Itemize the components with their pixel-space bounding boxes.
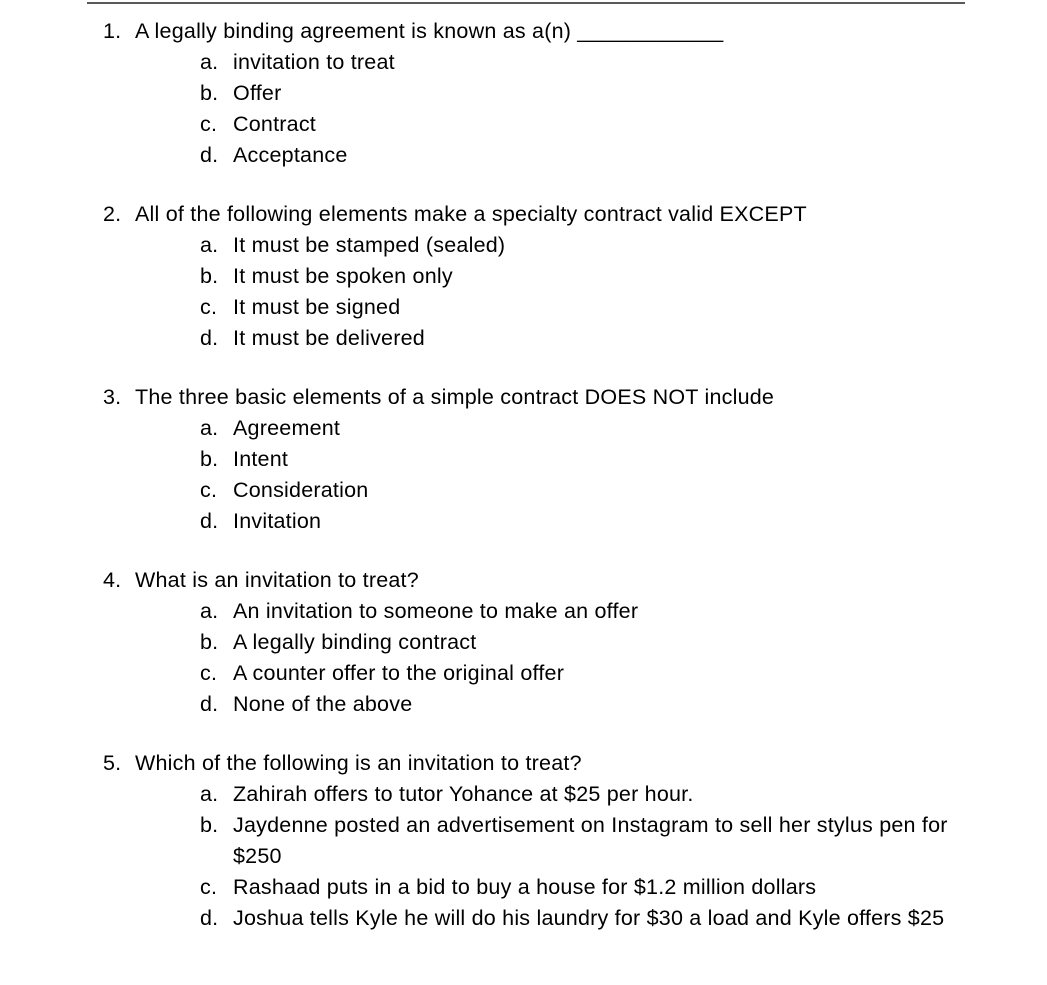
question-stem <box>0 199 1047 230</box>
option-letter: a. <box>200 50 219 74</box>
option-text: Agreement <box>233 416 341 440</box>
option-text: A legally binding contract <box>233 630 477 654</box>
option-text: Offer <box>233 81 282 105</box>
option-letter: a. <box>200 782 219 806</box>
option-text: Rashaad puts in a bid to buy a house for $1.2 million dollars <box>233 875 817 899</box>
option-text: Intent <box>233 447 289 471</box>
option-list <box>0 779 1047 934</box>
option-letter: d. <box>200 692 219 716</box>
option-item[interactable] <box>0 903 1047 934</box>
option-text: Zahirah offers to tutor Yohance at $25 per hour. <box>233 782 694 806</box>
option-item[interactable] <box>0 872 1047 903</box>
option-item[interactable] <box>0 413 1047 444</box>
option-item[interactable] <box>0 78 1047 109</box>
option-letter: b. <box>200 264 219 288</box>
option-letter: c. <box>200 875 218 899</box>
option-text: It must be signed <box>233 295 401 319</box>
option-item[interactable] <box>0 689 1047 720</box>
question-stem <box>0 565 1047 596</box>
option-letter: d. <box>200 906 219 930</box>
option-list <box>0 47 1047 171</box>
option-item[interactable] <box>0 810 1047 872</box>
option-letter: b. <box>200 813 219 837</box>
question-stem <box>0 748 1047 779</box>
option-text: invitation to treat <box>233 50 395 74</box>
option-text: None of the above <box>233 692 413 716</box>
question-block <box>0 748 1047 934</box>
option-text: A counter offer to the original offer <box>233 661 565 685</box>
question-number: 5. <box>103 751 122 775</box>
questions-container <box>0 16 1047 934</box>
header-divider-rule <box>87 2 965 4</box>
option-letter: d. <box>200 509 219 533</box>
option-item[interactable] <box>0 261 1047 292</box>
option-text: It must be spoken only <box>233 264 453 288</box>
option-letter: b. <box>200 447 219 471</box>
question-text: All of the following elements make a specialty contract valid EXCEPT <box>135 202 807 226</box>
option-item[interactable] <box>0 596 1047 627</box>
option-text: Acceptance <box>233 143 348 167</box>
option-item[interactable] <box>0 292 1047 323</box>
option-letter: c. <box>200 478 218 502</box>
question-block <box>0 382 1047 537</box>
question-text: Which of the following is an invitation to treat? <box>135 751 582 775</box>
question-number: 4. <box>103 568 122 592</box>
question-text: What is an invitation to treat? <box>135 568 419 592</box>
question-block <box>0 16 1047 171</box>
option-letter: a. <box>200 416 219 440</box>
option-letter: b. <box>200 630 219 654</box>
option-letter: d. <box>200 326 219 350</box>
option-item[interactable] <box>0 230 1047 261</box>
option-letter: c. <box>200 295 218 319</box>
option-item[interactable] <box>0 444 1047 475</box>
option-letter: a. <box>200 599 219 623</box>
option-text: Jaydenne posted an advertisement on Instagram to sell her stylus pen for $250 <box>233 813 948 868</box>
option-item[interactable] <box>0 506 1047 537</box>
question-stem <box>0 16 1047 47</box>
option-letter: c. <box>200 112 218 136</box>
option-item[interactable] <box>0 658 1047 689</box>
option-text: It must be delivered <box>233 326 425 350</box>
option-letter: d. <box>200 143 219 167</box>
option-item[interactable] <box>0 109 1047 140</box>
option-letter: b. <box>200 81 219 105</box>
question-number: 1. <box>103 19 122 43</box>
option-list <box>0 596 1047 720</box>
question-block <box>0 199 1047 354</box>
option-item[interactable] <box>0 627 1047 658</box>
option-item[interactable] <box>0 779 1047 810</box>
option-list <box>0 230 1047 354</box>
option-list <box>0 413 1047 537</box>
option-text: Invitation <box>233 509 322 533</box>
question-stem <box>0 382 1047 413</box>
option-letter: c. <box>200 661 218 685</box>
option-text: It must be stamped (sealed) <box>233 233 506 257</box>
question-text: A legally binding agreement is known as a(n) ____________ <box>135 19 724 43</box>
option-text: Consideration <box>233 478 369 502</box>
option-item[interactable] <box>0 140 1047 171</box>
option-text: Joshua tells Kyle he will do his laundry for $30 a load and Kyle offers $25 <box>233 906 945 930</box>
question-block <box>0 565 1047 720</box>
question-number: 2. <box>103 202 122 226</box>
option-letter: a. <box>200 233 219 257</box>
question-text: The three basic elements of a simple contract DOES NOT include <box>135 385 775 409</box>
option-item[interactable] <box>0 323 1047 354</box>
option-text: An invitation to someone to make an offer <box>233 599 639 623</box>
option-item[interactable] <box>0 47 1047 78</box>
question-number: 3. <box>103 385 122 409</box>
option-text: Contract <box>233 112 316 136</box>
option-item[interactable] <box>0 475 1047 506</box>
